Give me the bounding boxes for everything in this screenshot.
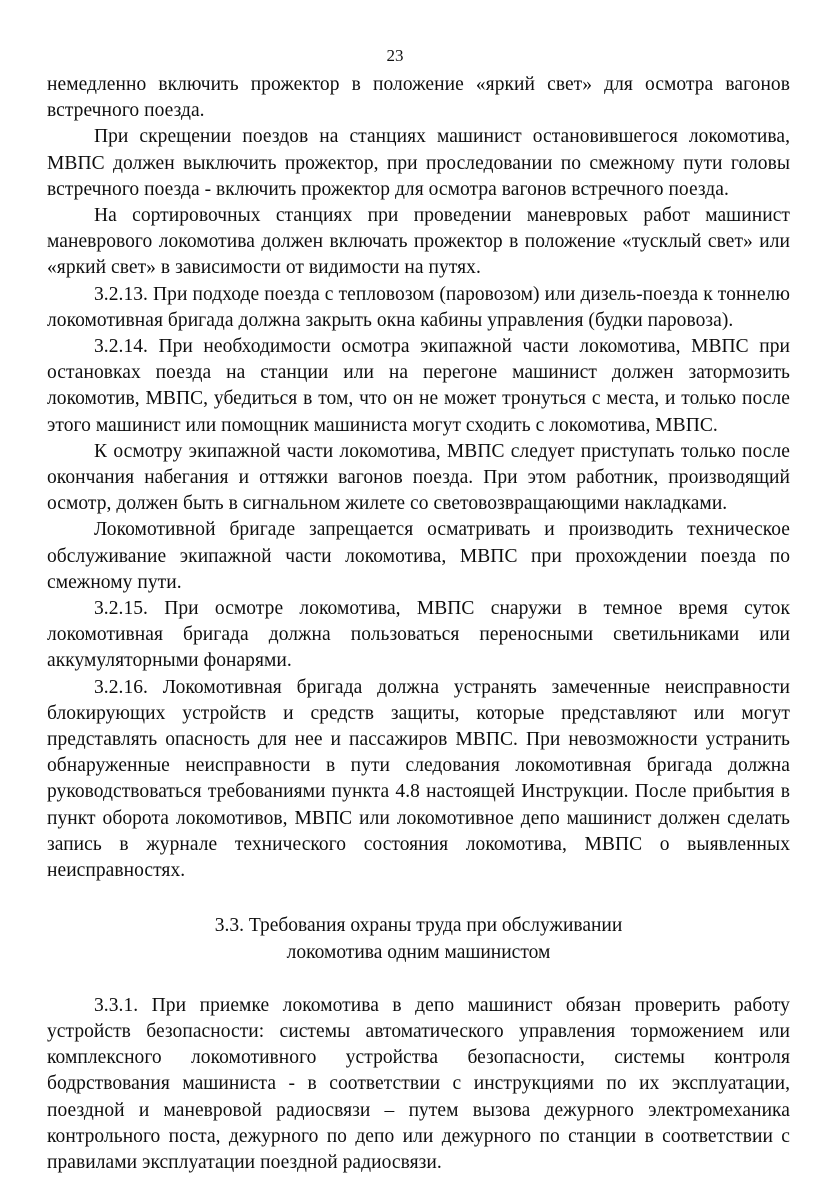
heading-spacer [47,966,790,993]
paragraph-projector-oncoming-train: немедленно включить прожектор в положение «яркий свет» для осмотра вагонов встречного поезда. [47,74,790,122]
paragraph-3-2-13: 3.2.13. При подходе поезда с тепловозом (паровозом) или дизель-поезда к тоннелю локомотивная бригада должна закрыть окна кабины управления (будки паровоза). [47,283,790,331]
paragraph-train-crossing-stations: При скрещении поездов на станциях машинист остановившегося локомотива, МВПС должен выключить прожектор, при проследовании по смежному пути головы встречного поезда - включить прожектор для осмотра вагонов встречного поезда. [47,126,790,200]
paragraph-3-3-1: 3.3.1. При приемке локомотива в депо машинист обязан проверить работу устройств безопасности: системы автоматического управления торможением или комплексного локомотивного устройства безопасности, системы контроля бодрствования машиниста - в соответствии с инструкциями по их эксплуатации, поездной и маневровой радиосвязи – путем вызова дежурного электромеханика контрольного поста, дежурного по депо или дежурного по станции в соответствии с правилами эксплуатации поездной радиосвязи. [47,994,790,1173]
paragraph-crew-prohibited: Локомотивной бригаде запрещается осматривать и производить техническое обслуживание экипажной части локомотива, МВПС при прохождении поезда по смежному пути. [47,519,790,593]
paragraph-marshalling-yards: На сортировочных станциях при проведении маневровых работ машинист маневрового локомотива должен включать прожектор в положение «тусклый свет» или «яркий свет» в зависимости от видимости на путях. [47,205,790,279]
paragraph-3-2-15: 3.2.15. При осмотре локомотива, МВПС снаружи в темное время суток локомотивная бригада должна пользоваться переносными светильниками или аккумуляторными фонарями. [47,598,790,672]
paragraph-3-2-14: 3.2.14. При необходимости осмотра экипажной части локомотива, МВПС при остановках поезда на станции или на перегоне машинист должен затормозить локомотив, МВПС, убедиться в том, что он не может тронуться с места, и только после этого машинист или помощник машиниста могут сходить с локомотива, МВПС. [47,336,790,436]
page-body [47,72,790,1176]
section-heading-line-2: локомотива одним машинистом [286,941,551,963]
section-heading-line-1: 3.3. Требования охраны труда при обслуживании [214,915,623,937]
section-heading-3-3 [47,884,790,965]
page-number: 23 [386,46,404,65]
paragraph-3-2-16: 3.2.16. Локомотивная бригада должна устранять замеченные неисправности блокирующих устройств и средств защиты, которые представляют или могут представлять опасность для нее и пассажиров МВПС. При невозможности устранить обнаруженные неисправности в пути следования локомотивная бригада должна руководствоваться требованиями пункта 4.8 настоящей Инструкции. После прибытия в пункт оборота локомотивов, МВПС или локомотивное депо машинист должен сделать запись в журнале технического состояния локомотива, МВПС о выявленных неисправностях. [47,676,790,882]
paragraph-inspection-running-gear: К осмотру экипажной части локомотива, МВПС следует приступать только после окончания набегания и оттяжки вагонов поезда. При этом работник, производящий осмотр, должен быть в сигнальном жилете со световозвращающими накладками. [47,440,790,515]
